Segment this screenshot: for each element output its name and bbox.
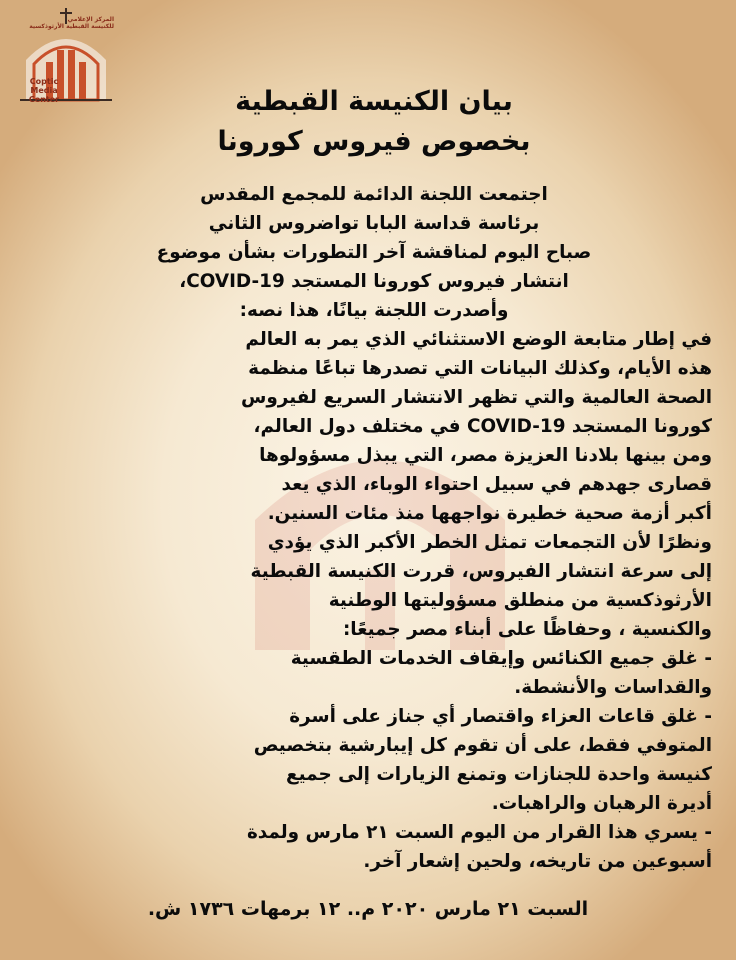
body-line: الأرثوذكسية من منطلق مسؤوليتها الوطنية [328, 590, 712, 611]
decision-item-line: - يسري هذا القرار من اليوم السبت ٢١ مارس ولمدة [246, 822, 712, 843]
statement-title [28, 82, 720, 162]
statement-intro [28, 180, 720, 325]
body-line: ونظرًا لأن التجمعات تمثل الخطر الأكبر الذي يؤدي [267, 532, 712, 553]
decision-item-line: أديرة الرهبان والراهبات. [491, 793, 712, 814]
statement-content [28, 82, 720, 876]
body-line: الصحة العالمية والتي تظهر الانتشار السريع لفيروس [240, 387, 712, 408]
body-line: ومن بينها بلادنا العزيزة مصر، التي يبذل مسؤولوها [259, 445, 712, 466]
decision-item-line: - غلق قاعات العزاء واقتصار أي جناز على أسرة [289, 706, 712, 727]
body-line: أكبر أزمة صحية خطيرة نواجهها منذ مئات السنين. [267, 503, 712, 524]
decision-item-line: والقداسات والأنشطة. [514, 677, 712, 698]
intro-line: صباح اليوم لمناقشة آخر التطورات بشأن موضوع [156, 242, 592, 263]
statement-date: السبت ٢١ مارس ٢٠٢٠ م.. ١٢ برمهات ١٧٣٦ ش. [147, 898, 589, 920]
logo-caption: Coptic Media Center [28, 77, 60, 104]
intro-line: برئاسة قداسة البابا تواضروس الثاني [208, 213, 540, 234]
decision-item-line: - غلق جميع الكنائس وإيقاف الخدمات الطقسية [290, 648, 712, 669]
logo-org-name: المركز الإعلامي للكنيسة القبطية الأرثوذكسية [29, 16, 114, 30]
body-line: والكنسية ، وحفاظًا على أبناء مصر جميعًا: [342, 619, 712, 640]
body-line: إلى سرعة انتشار الفيروس، قررت الكنيسة القبطية [250, 561, 712, 582]
body-line: في إطار متابعة الوضع الاستثنائي الذي يمر به العالم [245, 329, 712, 350]
intro-line: اجتمعت اللجنة الدائمة للمجمع المقدس [200, 184, 548, 205]
body-line: قصارى جهدهم في سبيل احتواء الوباء، الذي يعد [281, 474, 712, 495]
decision-item-line: أسبوعين من تاريخه، ولحين إشعار آخر. [363, 851, 712, 872]
decision-item-line: المتوفي فقط، على أن تقوم كل إيبارشية بتخصيص [253, 735, 712, 756]
decision-item-line: كنيسة واحدة للجنازات وتمنع الزيارات إلى جميع [286, 764, 712, 785]
body-line: كورونا المستجد COVID-19 في مختلف دول العالم، [253, 416, 712, 437]
body-line: هذه الأيام، وكذلك البيانات التي تصدرها تباعًا منظمة [248, 358, 712, 379]
title-line-1: بيان الكنيسة القبطية [235, 86, 513, 117]
statement-body [28, 325, 720, 876]
intro-line: وأصدرت اللجنة بيانًا، هذا نصه: [239, 300, 509, 321]
intro-line: انتشار فيروس كورونا المستجد COVID-19، [179, 271, 569, 292]
title-line-2: بخصوص فيروس كورونا [217, 126, 531, 157]
